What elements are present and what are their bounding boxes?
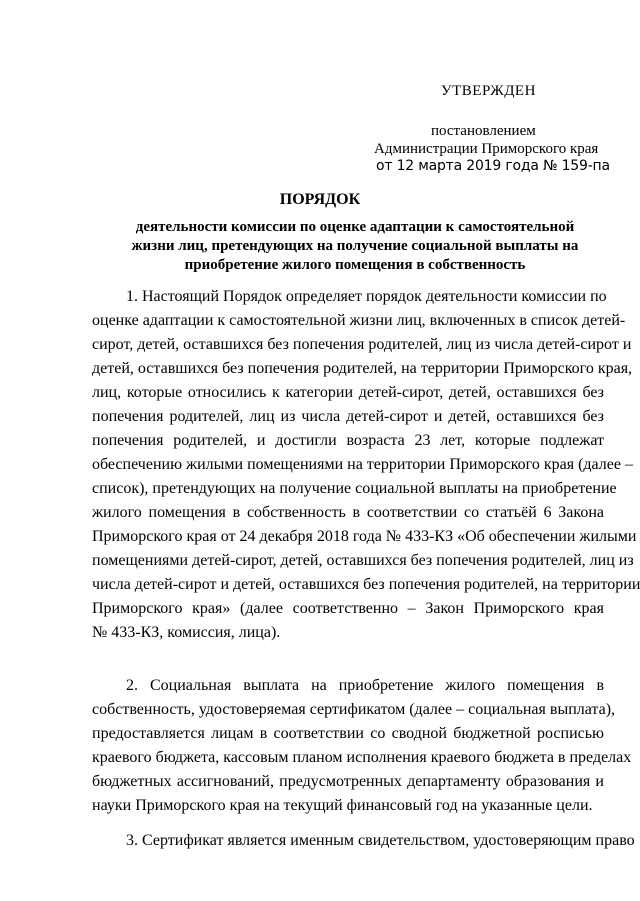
text-line: 1. Настоящий Порядок определяет порядок деятельности комиссии по	[126, 288, 607, 305]
text-line: Приморского края» (далее соответственно – Закон Приморского края	[92, 600, 604, 617]
approval-heading: УТВЕРЖДЕН	[441, 83, 536, 99]
paragraph-2	[92, 674, 632, 818]
text-line: предоставляется лицам в соответствии со сводной бюджетной росписью	[92, 725, 604, 742]
text-line: обеспечению жилыми помещениями на территории Приморского края (далее –	[92, 456, 633, 473]
approval-line-2: Администрации Приморского края	[374, 141, 599, 157]
subtitle-line: деятельности комиссии по оценке адаптации к самостоятельной	[135, 219, 575, 235]
text-line: детей, оставшихся без попечения родителей, на территории Приморского края,	[92, 360, 633, 377]
text-line: краевого бюджета, кассовым планом исполнения краевого бюджета в пределах	[92, 749, 632, 766]
text-line: лиц, которые относились к категории детей-сирот, детей, оставшихся без	[92, 384, 604, 401]
text-line: попечения родителей, и достигли возраста 23 лет, которые подлежат	[92, 432, 604, 449]
text-line: жилого помещения в собственность в соответствии со статьёй 6 Закона	[92, 504, 604, 521]
approval-line-1: постановлением	[431, 123, 536, 139]
text-line: помещениями детей-сирот, детей, оставшихся без попечения родителей, лиц из	[92, 552, 634, 569]
text-line: оценке адаптации к самостоятельной жизни лиц, включенных в список детей-	[92, 312, 626, 329]
text-line: список), претендующих на получение социальной выплаты на приобретение	[92, 480, 617, 497]
text-line: 2. Социальная выплата на приобретение жилого помещения в	[126, 677, 604, 694]
approval-date-number: от 12 марта 2019 года № 159-па	[376, 158, 610, 174]
document-title: ПОРЯДОК	[279, 191, 361, 208]
text-line: № 433-КЗ, комиссия, лица).	[92, 624, 281, 641]
text-line: бюджетных ассигнований, предусмотренных департаменту образования и	[92, 773, 604, 790]
subtitle-line: приобретение жилого помещения в собственность	[184, 257, 526, 273]
text-line: науки Приморского края на текущий финансовый год на указанные цели.	[92, 797, 593, 814]
text-line: попечения родителей, лиц из числа детей-сирот и детей, оставшихся без	[92, 408, 604, 425]
text-line: Приморского края от 24 декабря 2018 года № 433-КЗ «Об обеспечении жилыми	[92, 528, 637, 545]
text-line: сирот, детей, оставшихся без попечения родителей, лиц из числа детей-сирот и	[92, 336, 632, 353]
subtitle-line: жизни лиц, претендующих на получение социальной выплаты на	[131, 238, 579, 254]
paragraph-3	[92, 829, 635, 853]
document-subtitle	[120, 218, 590, 275]
paragraph-1	[92, 285, 640, 645]
text-line: собственность, удостоверяемая сертификатом (далее – социальная выплата),	[92, 701, 616, 718]
text-line: 3. Сертификат является именным свидетельством, удостоверяющим право	[126, 832, 635, 849]
text-line: числа детей-сирот и детей, оставшихся без попечения родителей, на территории	[92, 576, 640, 593]
